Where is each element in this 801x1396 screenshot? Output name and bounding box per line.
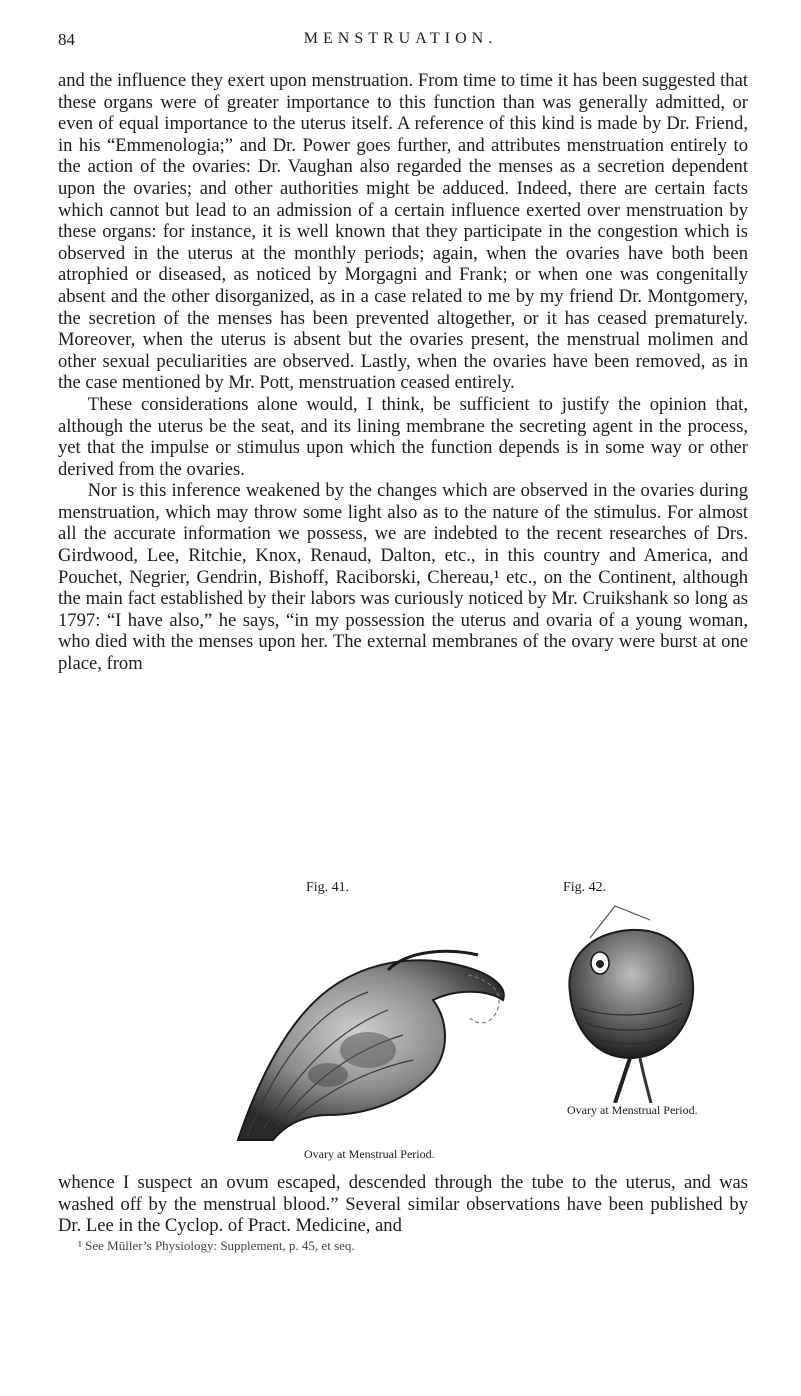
paragraph-1: and the influence they exert upon menstruation. From time to time it has been suggested that these organs were of greater importance to this function than was generally admitted, or even of equal importance to the uterus itself. A reference of this kind is made by Dr. Friend, in his “Emmenologia;” and Dr. Power goes further, and attributes menstruation entirely to the action of the ovaries: Dr. Vaughan also regarded the menses as a secretion dependent upon the ovaries; and other authorities might be adduced. Indeed, there are certain facts which cannot but lead to an admission of a certain influence exerted over menstruation by these organs: for instance, it is well known that they participate in the congestion which is observed in the uterus at the monthly periods; again, when the ovaries have both been atrophied or diseased, as noticed by Morgagni and Frank; or when one was congenitally absent and the other disorganized, as in a case related to me by my friend Dr. Montgomery, the secretion of the menses has been prevented altogether, or it has ceased prematurely. Moreover, when the uterus is absent but the ovaries present, the menstrual molimen and other sexual peculiarities are observed. Lastly, when the ovaries have been removed, as in the case mentioned by Mr. Pott, menstruation ceased entirely. (58, 70, 748, 394)
paragraph-3: Nor is this inference weakened by the changes which are observed in the ovaries during menstruation, which may throw some light also as to the nature of the stimulus. For almost all the accurate information we possess, we are indebted to the recent researches of Drs. Girdwood, Lee, Ritchie, Knox, Renaud, Dalton, etc., in this country and America, and Pouchet, Negrier, Gendrin, Bishoff, Raciborski, Chereau,¹ etc., on the Continent, although the main fact established by their labors was curiously noticed by Mr. Cruikshank so long as 1797: “I have also,” he says, “in my possession the uterus and ovaria of a young woman, who died with the menses upon her. The external membranes of the ovary were burst at one place, from (58, 480, 748, 675)
figure-42-ovary-illustration (555, 898, 705, 1103)
footnote: ¹ See Müller’s Physiology: Supplement, p. 45, et seq. (78, 1238, 355, 1253)
figure-41-ovary-illustration (218, 900, 518, 1150)
figure-41-caption: Ovary at Menstrual Period. (304, 1147, 435, 1161)
figure-42-label: Fig. 42. (563, 880, 607, 895)
figure-42-caption: Ovary at Menstrual Period. (567, 1103, 698, 1117)
figure-41-label: Fig. 41. (306, 880, 350, 895)
page-header (58, 30, 743, 52)
paragraph-continuation: whence I suspect an ovum escaped, descended through the tube to the uterus, and was washed off by the menstrual blood.” Several similar observations have been published by Dr. Lee in the Cyclop. of Pract. Medicine, and (58, 1172, 748, 1237)
paragraph-2: These considerations alone would, I think, be sufficient to justify the opinion that, although the uterus be the seat, and its lining membrane the secreting agent in the process, yet that the impulse or stimulus upon which the function depends is in some way or other derived from the ovaries. (58, 393, 748, 480)
page-number: 84 (58, 30, 75, 49)
running-head: MENSTRUATION. (303, 30, 498, 47)
body-text-continuation (58, 1172, 748, 1237)
body-text (58, 70, 748, 675)
